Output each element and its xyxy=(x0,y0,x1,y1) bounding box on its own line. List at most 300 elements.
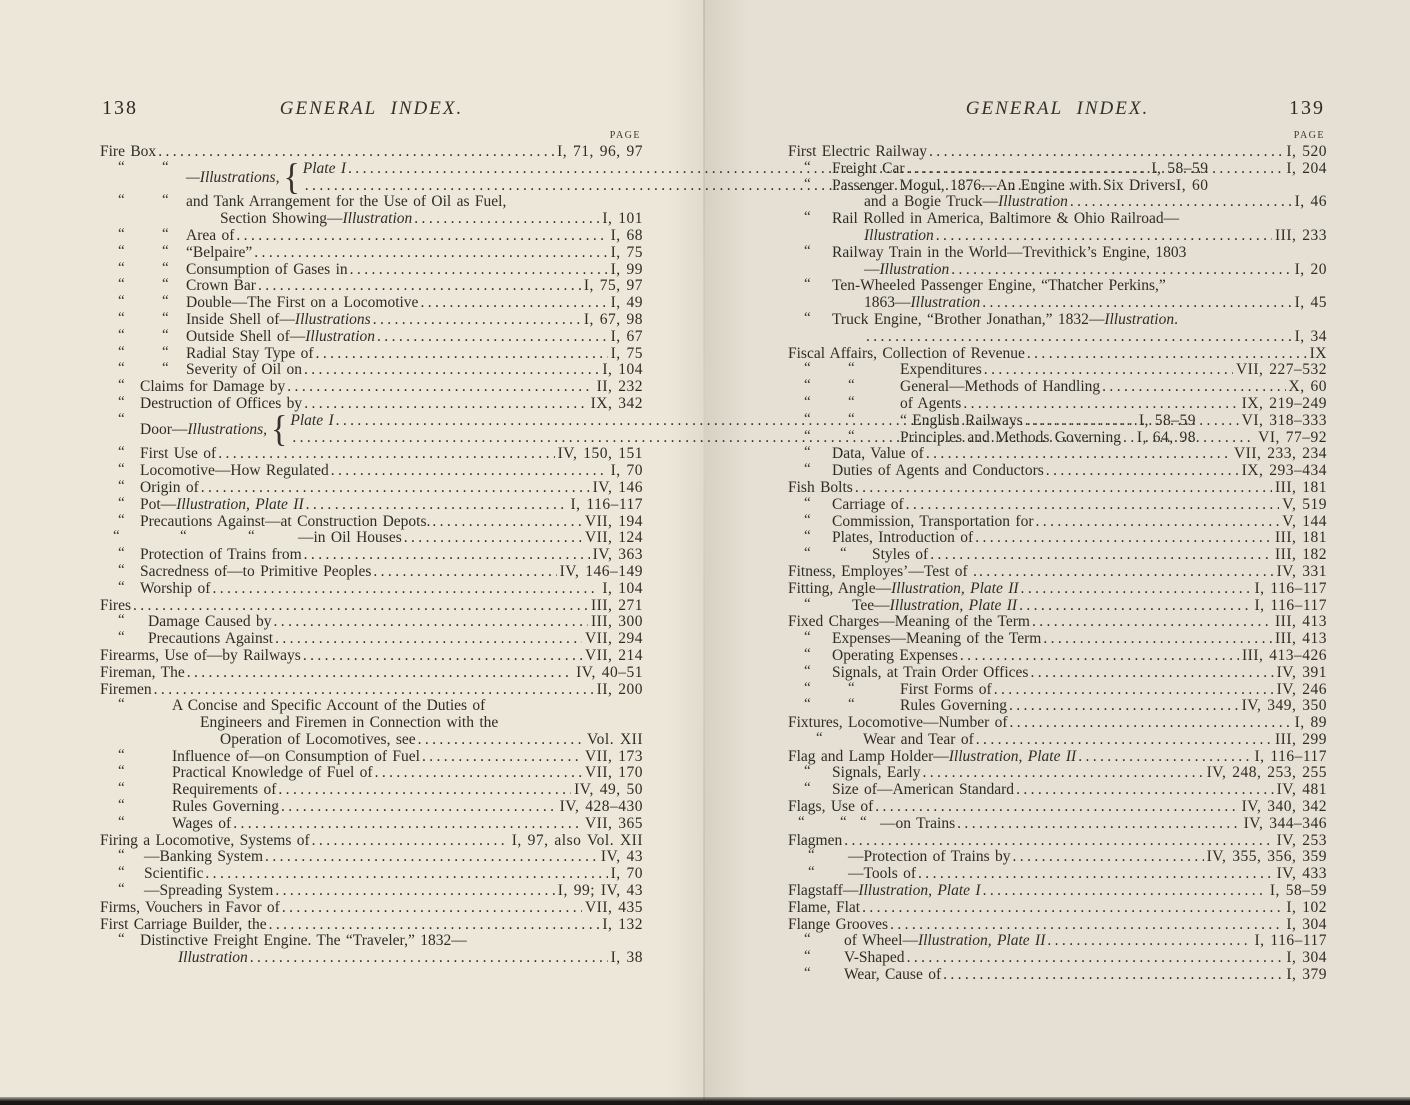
ditto-mark: “ xyxy=(804,309,811,326)
index-entry-line xyxy=(788,175,1327,195)
ditto-mark: “ xyxy=(118,225,125,242)
index-entry-line xyxy=(100,933,643,950)
entry-text: of Agents xyxy=(900,394,962,412)
ditto-mark: “ xyxy=(118,797,125,814)
entry-text: Flagstaff—Illustration, Plate I xyxy=(788,882,981,900)
leader-dots xyxy=(1047,933,1251,950)
entry-text: Requirements of xyxy=(172,781,277,799)
page-ref: I, 58–59 xyxy=(1138,411,1197,429)
index-entry-line xyxy=(788,782,1327,799)
leader-dots xyxy=(983,883,1267,900)
index-entry-line xyxy=(100,598,643,615)
index-entry-line xyxy=(100,883,643,900)
leader-dots xyxy=(976,732,1272,749)
entry-text: Door—Illustrations, xyxy=(140,420,268,438)
ditto-mark: “ xyxy=(118,276,125,293)
page-ref: VII, 124 xyxy=(584,529,643,547)
index-entry-line xyxy=(788,813,1327,833)
page-ref: IV, 391 xyxy=(1276,663,1327,681)
entry-text: Fitness, Employes’—Test of . xyxy=(788,562,977,580)
ditto-mark: “ xyxy=(804,662,811,679)
entry-text: General—Methods of Handling xyxy=(900,378,1101,396)
ditto-mark: “ xyxy=(118,410,125,427)
index-entry-line xyxy=(788,362,1327,379)
page-ref: I, 304 xyxy=(1286,949,1327,967)
page-ref: IV, 428–430 xyxy=(559,798,643,816)
page-ref: III, 413–426 xyxy=(1242,646,1327,664)
entry-text: Destruction of Offices by xyxy=(140,394,303,412)
entry-text: Precautions Against—at Construction Depots. xyxy=(140,512,431,530)
page-ref: III, 299 xyxy=(1275,730,1327,748)
page-ref: I, 58–59 xyxy=(1151,159,1209,177)
index-entry-line xyxy=(100,682,643,699)
index-entry-line xyxy=(788,511,1327,531)
entry-text: Plate I xyxy=(290,411,334,429)
index-entry-line xyxy=(788,679,1327,699)
entry-text: Size of—American Standard xyxy=(832,781,1015,799)
leader-dots xyxy=(875,799,1238,816)
ditto-mark: “ xyxy=(118,494,125,511)
ditto-mark: “ xyxy=(118,461,125,478)
page-ref: III, 413 xyxy=(1275,613,1327,631)
page-ref: I, 58–59 xyxy=(1269,882,1327,900)
page-ref: IV, 340, 342 xyxy=(1241,798,1327,816)
entry-text: Fish Bolts xyxy=(788,478,853,496)
ditto-mark: “ xyxy=(118,242,125,259)
entry-text: —Protection of Trains by xyxy=(848,848,1011,866)
page-ref: I, 70 xyxy=(610,462,643,480)
page-header-right xyxy=(788,98,1327,122)
page-ref: IV, 481 xyxy=(1276,781,1327,799)
ditto-mark: “ xyxy=(804,494,811,511)
leader-dots xyxy=(907,161,1284,178)
leader-dots xyxy=(1010,715,1292,732)
ditto-mark: “ xyxy=(118,847,125,864)
leader-dots xyxy=(201,480,590,497)
page-ref: IV, 150, 151 xyxy=(557,445,643,463)
ditto-mark: “ xyxy=(118,780,125,797)
ditto-mark: “ xyxy=(804,242,811,259)
leader-dots xyxy=(890,917,1283,934)
page-ref: IV, 40–51 xyxy=(576,663,643,681)
entry-text: Flame, Flat xyxy=(788,898,861,916)
ditto-mark: “ xyxy=(180,528,187,545)
leader-dots xyxy=(287,379,593,396)
index-entry-line xyxy=(100,446,643,463)
entry-text: Firms, Vouchers in Favor of xyxy=(100,898,280,916)
page-ref: IV, 363 xyxy=(592,546,643,564)
page-ref: I, 75 xyxy=(610,243,643,261)
ditto-mark: “ xyxy=(118,377,125,394)
index-entry-line xyxy=(100,494,643,514)
index-entry-line xyxy=(100,242,643,262)
index-entry-line xyxy=(100,326,643,346)
entry-text: Inside Shell of—Illustrations xyxy=(186,310,371,328)
index-entry-line xyxy=(100,900,643,917)
entry-text: Rules Governing xyxy=(172,798,279,816)
page-ref: I, 45 xyxy=(1294,294,1327,312)
ditto-mark: “ xyxy=(848,679,855,696)
index-entry-line xyxy=(100,295,643,312)
entry-text: Fixtures, Locomotive—Number of xyxy=(788,714,1008,732)
page-ref: VII, 227–532 xyxy=(1235,361,1327,379)
leader-dots xyxy=(1016,782,1274,799)
ditto-mark: “ xyxy=(118,158,125,175)
leader-dots xyxy=(1027,346,1307,363)
entry-text: Scientific xyxy=(144,865,204,883)
ditto-mark: “ xyxy=(162,242,169,259)
entry-text: Railway Train in the World—Trevithick’s Engine, 1803 xyxy=(832,243,1187,261)
ditto-mark: “ xyxy=(848,427,855,444)
ditto-mark: “ xyxy=(248,528,255,545)
ditto-mark: “ xyxy=(118,763,125,780)
index-entry-line xyxy=(788,564,1327,581)
ditto-mark: “ xyxy=(162,158,169,175)
entry-text: Pot—Illustration, Plate II xyxy=(140,495,304,513)
ditto-mark: “ xyxy=(118,192,125,209)
ditto-mark: “ xyxy=(804,444,811,461)
page-ref: V, 144 xyxy=(1282,512,1327,530)
page-ref: I, 104 xyxy=(602,579,643,597)
index-entry-line xyxy=(100,833,643,850)
index-entry-line xyxy=(788,228,1327,245)
leader-dots xyxy=(304,547,590,564)
entry-text: Sacredness of—to Primitive Peoples xyxy=(140,562,372,580)
entry-text: Passenger Mogul, 1876—An Engine with Six Drivers xyxy=(832,176,1176,194)
ditto-mark: “ xyxy=(804,410,811,427)
leader-dots xyxy=(1078,749,1251,766)
ditto-mark: “ xyxy=(118,477,125,494)
page-ref: I, 116–117 xyxy=(1254,747,1327,765)
leader-dots xyxy=(984,362,1233,379)
entry-text: Expenses—Meaning of the Term xyxy=(832,630,1042,648)
page-ref: I, 104 xyxy=(602,361,643,379)
ditto-mark: “ xyxy=(118,864,125,881)
ditto-mark: “ xyxy=(860,813,867,830)
page-ref: I, 304 xyxy=(1286,915,1327,933)
page-ref: VI, 77–92 xyxy=(1258,428,1327,446)
ditto-mark: “ xyxy=(118,612,125,629)
entry-text: First Use of xyxy=(140,445,217,463)
ditto-mark: “ xyxy=(804,360,811,377)
ditto-mark: “ xyxy=(840,545,847,562)
leader-dots xyxy=(1009,698,1239,715)
leader-dots xyxy=(907,950,1284,967)
leader-dots xyxy=(250,950,608,967)
index-entry-line xyxy=(100,578,643,598)
entry-text: —Illustration xyxy=(864,260,950,278)
index-entry-line xyxy=(788,309,1327,329)
page-ref: I, 46 xyxy=(1294,193,1327,211)
ditto-mark: “ xyxy=(118,813,125,830)
ditto-mark: “ xyxy=(804,780,811,797)
page-ref: I, 64, 98 xyxy=(1136,428,1197,446)
index-entry-line xyxy=(788,729,1327,749)
ditto-mark: “ xyxy=(804,158,811,175)
page-ref: III, 271 xyxy=(591,596,643,614)
ditto-mark: “ xyxy=(804,528,811,545)
leader-dots xyxy=(282,900,582,917)
page-ref: I, 379 xyxy=(1286,966,1327,984)
index-entry-line xyxy=(788,917,1327,934)
ditto-mark: “ xyxy=(804,679,811,696)
leader-dots xyxy=(205,866,607,883)
index-entry-line xyxy=(788,427,1327,447)
leader-dots xyxy=(316,346,608,363)
page-title: GENERAL INDEX. xyxy=(279,98,464,119)
ditto-mark: “ xyxy=(804,545,811,562)
index-lines-right xyxy=(788,144,1327,984)
entry-text: Flagmen xyxy=(788,831,843,849)
leader-dots xyxy=(1013,849,1204,866)
leader-dots xyxy=(258,278,581,295)
ditto-mark: “ xyxy=(162,192,169,209)
entry-text: Area of xyxy=(186,226,235,244)
entry-text: Styles of xyxy=(872,546,929,564)
leader-dots xyxy=(432,514,582,531)
ditto-mark: “ xyxy=(118,393,125,410)
entry-text: Fires xyxy=(100,596,131,614)
index-entry-line xyxy=(788,799,1327,816)
page-ref: IV, 146–149 xyxy=(559,562,643,580)
page-ref: Vol. XII xyxy=(586,730,643,748)
entry-text: Influence of—on Consumption of Fuel xyxy=(172,747,420,765)
page-ref: I, 116–117 xyxy=(570,495,643,513)
index-entry-line xyxy=(788,158,1327,178)
leader-dots xyxy=(422,749,582,766)
page-ref: I, 70 xyxy=(610,865,643,883)
page-ref: I, 38 xyxy=(610,949,643,967)
entry-text: 1863—Illustration xyxy=(864,294,981,312)
page-ref: I, 68 xyxy=(610,226,643,244)
entry-text: Double—The First on a Locomotive xyxy=(186,294,419,312)
page-ref: IV, 246 xyxy=(1276,680,1327,698)
page-ref: I, 99 xyxy=(610,260,643,278)
entry-text: Worship of xyxy=(140,579,211,597)
index-entry-line xyxy=(100,144,643,161)
index-entry-line xyxy=(788,715,1327,732)
leader-dots xyxy=(304,362,599,379)
entry-text: Severity of Oil on xyxy=(186,361,302,379)
entry-text: Section Showing—Illustration xyxy=(220,210,413,228)
page-ref: I, 34 xyxy=(1294,327,1327,345)
ditto-mark: “ xyxy=(162,343,169,360)
entry-text: Precautions Against xyxy=(148,630,274,648)
index-entry-line xyxy=(788,645,1327,665)
page-ref: I, 89 xyxy=(1294,714,1327,732)
ditto-mark: “ xyxy=(804,175,811,192)
leader-dots xyxy=(1123,430,1255,447)
entry-text: Fiscal Affairs, Collection of Revenue xyxy=(788,344,1025,362)
entry-text: Wear, Cause of xyxy=(844,966,942,984)
leader-dots xyxy=(312,833,509,850)
ditto-mark: “ xyxy=(118,746,125,763)
leader-dots xyxy=(866,329,1292,346)
entry-text: Signals, at Train Order Offices xyxy=(832,663,1029,681)
page-ref: I, 71, 96, 97 xyxy=(557,143,643,160)
index-entry-line xyxy=(100,225,643,245)
entry-text: Locomotive—How Regulated xyxy=(140,462,329,480)
leader-dots xyxy=(862,900,1283,917)
index-entry-line xyxy=(788,379,1327,396)
ditto-mark: “ xyxy=(804,948,811,965)
page-ref: IV, 146 xyxy=(592,478,643,496)
index-entry-line xyxy=(788,581,1327,598)
entry-text: Protection of Trains from xyxy=(140,546,302,564)
index-entry-line xyxy=(100,343,643,363)
leader-dots xyxy=(994,682,1274,699)
leader-dots xyxy=(306,497,568,514)
index-entry-line xyxy=(100,799,643,816)
ditto-mark: “ xyxy=(162,309,169,326)
index-entry-line xyxy=(100,561,643,581)
ditto-mark: “ xyxy=(804,763,811,780)
ditto-mark: “ xyxy=(840,813,847,830)
ditto-mark: “ xyxy=(162,259,169,276)
leader-dots xyxy=(1030,665,1273,682)
index-entry-line xyxy=(788,967,1327,984)
page-ref: IX, 342 xyxy=(590,394,643,412)
index-entry-line xyxy=(100,950,643,967)
entry-text: —Tools of xyxy=(848,865,917,883)
index-entry-line xyxy=(100,463,643,480)
leader-dots xyxy=(233,816,582,833)
entry-text: Truck Engine, “Brother Jonathan,” 1832—Illustration. xyxy=(832,310,1178,328)
page-ref: I, 20 xyxy=(1294,260,1327,278)
ditto-mark: “ xyxy=(804,511,811,528)
leader-dots xyxy=(350,262,608,279)
entry-text: Crown Bar xyxy=(186,277,256,295)
ditto-mark: “ xyxy=(804,276,811,293)
index-entry-line xyxy=(788,211,1327,228)
page-ref: VII, 294 xyxy=(584,630,643,648)
page-header-left xyxy=(100,98,643,122)
ditto-mark: “ xyxy=(848,696,855,713)
index-entry-line xyxy=(100,665,643,682)
ditto-mark: “ xyxy=(804,393,811,410)
entry-text: Carriage of xyxy=(832,495,904,513)
entry-text: Fixed Charges—Meaning of the Term xyxy=(788,613,1030,631)
leader-dots xyxy=(926,446,1231,463)
ditto-mark: “ xyxy=(118,931,125,948)
index-entry-line xyxy=(788,833,1327,850)
leader-dots xyxy=(281,799,557,816)
entry-text: Illustration xyxy=(178,949,248,967)
leader-dots xyxy=(304,396,587,413)
index-entry-line xyxy=(788,595,1327,615)
ditto-mark: “ xyxy=(118,545,125,562)
leader-dots xyxy=(951,262,1291,279)
page-ref: III, 233 xyxy=(1275,226,1327,244)
entry-text: Flange Grooves xyxy=(788,915,889,933)
entry-text: Practical Knowledge of Fuel of xyxy=(172,764,373,782)
leader-dots xyxy=(373,312,581,329)
index-entry-line xyxy=(788,262,1327,279)
ditto-mark: “ xyxy=(118,511,125,528)
page-ref: I, 99; IV, 43 xyxy=(557,882,643,900)
page-ref: I, 520 xyxy=(1286,143,1327,160)
entry-text: and Tank Arrangement for the Use of Oil as Fuel, xyxy=(186,193,507,211)
entry-text: Wages of xyxy=(172,814,232,832)
leader-dots xyxy=(154,682,594,699)
ditto-mark: “ xyxy=(118,309,125,326)
ditto-mark: “ xyxy=(804,595,811,612)
ditto-mark: “ xyxy=(118,259,125,276)
entry-text: Outside Shell of—Illustration xyxy=(186,327,376,345)
index-entry-line xyxy=(100,782,643,799)
leader-dots xyxy=(975,530,1272,547)
index-entry-line xyxy=(100,917,643,934)
index-entry-line xyxy=(100,477,643,497)
index-entry-line xyxy=(100,211,643,228)
index-entry-line xyxy=(788,295,1327,312)
entry-text: Flag and Lamp Holder—Illustration, Plate II xyxy=(788,747,1077,765)
index-entry-line xyxy=(100,765,643,782)
leader-dots xyxy=(1036,514,1280,531)
page-ref: I, 49 xyxy=(610,294,643,312)
ditto-mark: “ xyxy=(118,629,125,646)
page-ref: VII, 194 xyxy=(584,512,643,530)
index-entry-line xyxy=(788,933,1327,950)
page-ref: I, 67 xyxy=(610,327,643,345)
entry-text: First Carriage Builder, the xyxy=(100,915,267,933)
page-ref: IV, 344–346 xyxy=(1243,814,1327,832)
ditto-mark: “ xyxy=(162,360,169,377)
page-ref: VII, 214 xyxy=(584,646,643,664)
entry-text: and a Bogie Truck—Illustration xyxy=(864,193,1068,211)
ditto-mark: “ xyxy=(804,629,811,646)
page-ref: IX, 219–249 xyxy=(1241,394,1327,412)
index-entry-line xyxy=(788,849,1327,866)
page-ref: I, 67, 98 xyxy=(583,310,643,328)
index-entry-line xyxy=(788,614,1327,631)
index-entry-line xyxy=(100,259,643,279)
page-ref: X, 60 xyxy=(1288,378,1327,396)
page-number: 139 xyxy=(1289,97,1325,119)
ditto-mark: “ xyxy=(804,931,811,948)
entry-text: Damage Caused by xyxy=(148,613,272,631)
entry-text: —on Trains xyxy=(880,814,956,832)
entry-text: Principles and Methods Governing xyxy=(900,428,1122,446)
entry-text: Wear and Tear of xyxy=(863,730,974,748)
entry-text: Commission, Transportation for xyxy=(832,512,1034,530)
entry-text: —in Oil Houses xyxy=(298,529,402,547)
leader-dots xyxy=(404,530,582,547)
leader-dots xyxy=(1019,598,1251,615)
page-ref: V, 519 xyxy=(1282,495,1327,513)
ditto-mark: “ xyxy=(118,578,125,595)
entry-text: Plate I xyxy=(302,159,347,177)
entry-text: Illustration xyxy=(864,226,934,244)
ditto-mark: “ xyxy=(804,377,811,394)
page-ref: III, 181 xyxy=(1275,529,1327,547)
page-ref: IV, 355, 356, 359 xyxy=(1206,848,1327,866)
entry-text: Rail Rolled in America, Baltimore & Ohio Railroad— xyxy=(832,210,1180,228)
ditto-mark: “ xyxy=(162,276,169,293)
index-entry-line xyxy=(100,530,643,547)
ditto-mark: “ xyxy=(118,326,125,343)
page-ref: IV, 43 xyxy=(600,848,643,866)
leader-dots xyxy=(943,967,1283,984)
ditto-mark: “ xyxy=(162,225,169,242)
leader-dots xyxy=(265,849,598,866)
entry-text: Fitting, Angle—Illustration, Plate II xyxy=(788,579,1019,597)
leader-dots xyxy=(844,833,1273,850)
entry-text: Firearms, Use of—by Railways xyxy=(100,646,301,664)
index-entry-line xyxy=(788,463,1327,480)
ditto-mark: “ xyxy=(808,847,815,864)
entry-text: Fireman, The xyxy=(100,663,185,681)
